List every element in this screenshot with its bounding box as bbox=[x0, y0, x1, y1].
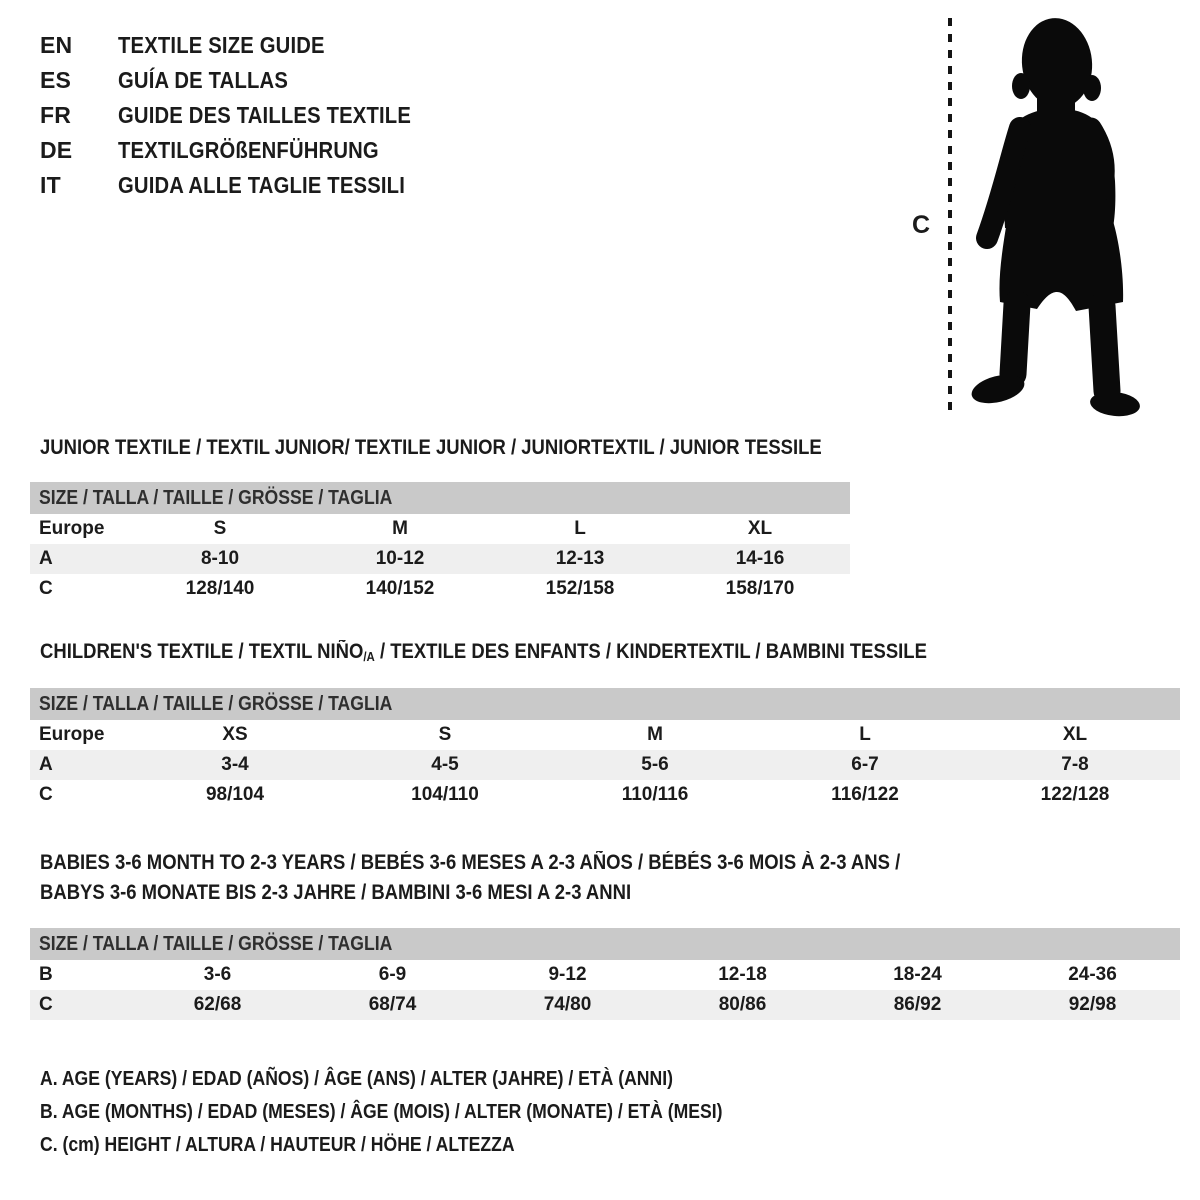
babies-section-title: BABIES 3-6 MONTH TO 2-3 YEARS / BEBÉS 3-6 MESES A 2-3 AÑOS / BÉBÉS 3-6 MOIS À 2-3 ANS / BABYS 3-6 MONATE BIS 2-3 JAHRE / BAMBINI 3-6 MESI A 2-3 ANNI bbox=[40, 851, 901, 904]
height-cell: 80/86 bbox=[718, 994, 767, 1015]
height-cell: 116/122 bbox=[831, 784, 899, 805]
height-cell: 68/74 bbox=[368, 994, 417, 1015]
row-label: Europe bbox=[39, 724, 105, 745]
guide-title-it: GUIDA ALLE TAGLIE TESSILI bbox=[118, 172, 406, 198]
guide-title-es: GUÍA DE TALLAS bbox=[118, 67, 289, 93]
language-code: IT bbox=[40, 172, 61, 198]
size-cell: M bbox=[647, 724, 663, 745]
children-size-header: SIZE / TALLA / TAILLE / GRÖSSE / TAGLIA bbox=[30, 688, 1180, 720]
age-cell: 3-4 bbox=[221, 754, 249, 775]
language-row-en bbox=[40, 28, 451, 63]
size-cell: XS bbox=[222, 724, 248, 745]
toddler-silhouette-icon bbox=[905, 14, 1140, 420]
age-cell: 8-10 bbox=[200, 548, 240, 569]
age-cell: 7-8 bbox=[1061, 754, 1089, 775]
row-label: A bbox=[39, 548, 53, 569]
junior-section-title: JUNIOR TEXTILE / TEXTIL JUNIOR/ TEXTILE JUNIOR / JUNIORTEXTIL / JUNIOR TESSILE bbox=[40, 436, 822, 459]
row-label: Europe bbox=[39, 518, 105, 539]
height-cell: 62/68 bbox=[193, 994, 242, 1015]
size-cell: XL bbox=[1062, 724, 1088, 745]
babies-size-header: SIZE / TALLA / TAILLE / GRÖSSE / TAGLIA bbox=[30, 928, 1180, 960]
measure-legend bbox=[40, 1068, 816, 1167]
height-cell: 140/152 bbox=[365, 578, 435, 599]
legend-line-a: A. AGE (YEARS) / EDAD (AÑOS) / ÂGE (ANS) / ALTER (JAHRE) / ETÀ (ANNI) bbox=[40, 1068, 673, 1090]
height-cell: 86/92 bbox=[893, 994, 942, 1015]
table-row bbox=[30, 574, 850, 604]
language-row-fr bbox=[40, 98, 451, 133]
age-cell: 6-9 bbox=[378, 964, 407, 985]
guide-title-fr: GUIDE DES TAILLES TEXTILE bbox=[118, 102, 412, 128]
age-cell: 12-18 bbox=[718, 964, 767, 985]
nino-a-subscript: /A bbox=[363, 649, 375, 664]
size-cell: M bbox=[392, 518, 408, 539]
language-code: EN bbox=[40, 32, 73, 58]
babies-size-table bbox=[30, 928, 1180, 1020]
size-cell: S bbox=[213, 518, 227, 539]
height-cell: 128/140 bbox=[185, 578, 255, 599]
height-cell: 92/98 bbox=[1068, 994, 1117, 1015]
age-cell: 24-36 bbox=[1068, 964, 1117, 985]
children-section-title: CHILDREN'S TEXTILE / TEXTIL NIÑO/A / TEXTILE DES ENFANTS / KINDERTEXTIL / BAMBINI TESSILE bbox=[40, 640, 927, 664]
height-cell: 152/158 bbox=[545, 578, 615, 599]
language-code: FR bbox=[40, 102, 72, 128]
legend-line-c: C. (cm) HEIGHT / ALTURA / HAUTEUR / HÖHE / ALTEZZA bbox=[40, 1134, 515, 1156]
language-row-de bbox=[40, 133, 451, 168]
height-cell: 158/170 bbox=[725, 578, 795, 599]
age-cell: 6-7 bbox=[851, 754, 879, 775]
guide-title-de: TEXTILGRÖßENFÜHRUNG bbox=[118, 137, 379, 163]
language-row-it bbox=[40, 168, 451, 203]
table-row bbox=[30, 514, 850, 544]
height-cell: 122/128 bbox=[1040, 784, 1110, 805]
size-cell: L bbox=[574, 518, 586, 539]
table-row bbox=[30, 990, 1180, 1020]
age-cell: 18-24 bbox=[893, 964, 942, 985]
height-cell: 104/110 bbox=[411, 784, 479, 805]
language-title-list bbox=[40, 28, 451, 203]
height-measure-label: C bbox=[912, 211, 931, 239]
table-row bbox=[30, 544, 850, 574]
age-cell: 12-13 bbox=[555, 548, 605, 569]
height-cell: 110/116 bbox=[621, 784, 689, 805]
size-cell: S bbox=[438, 724, 452, 745]
age-cell: 9-12 bbox=[548, 964, 587, 985]
row-label: B bbox=[39, 964, 53, 985]
age-cell: 5-6 bbox=[641, 754, 669, 775]
row-label: C bbox=[39, 784, 53, 805]
legend-line-b: B. AGE (MONTHS) / EDAD (MESES) / ÂGE (MOIS) / ALTER (MONATE) / ETÀ (MESI) bbox=[40, 1101, 723, 1123]
size-cell: XL bbox=[747, 518, 773, 539]
table-row bbox=[30, 960, 1180, 990]
row-label: C bbox=[39, 994, 53, 1015]
junior-size-header: SIZE / TALLA / TAILLE / GRÖSSE / TAGLIA bbox=[30, 482, 850, 514]
language-code: DE bbox=[40, 137, 73, 163]
age-cell: 10-12 bbox=[375, 548, 425, 569]
table-row bbox=[30, 780, 1180, 810]
row-label: C bbox=[39, 578, 53, 599]
language-code: ES bbox=[40, 67, 72, 93]
junior-size-table bbox=[30, 482, 850, 604]
guide-title-en: TEXTILE SIZE GUIDE bbox=[118, 32, 325, 58]
table-row bbox=[30, 720, 1180, 750]
height-cell: 98/104 bbox=[205, 784, 265, 805]
age-cell: 4-5 bbox=[431, 754, 459, 775]
size-cell: L bbox=[859, 724, 871, 745]
children-size-table bbox=[30, 688, 1180, 810]
age-cell: 14-16 bbox=[735, 548, 785, 569]
row-label: A bbox=[39, 754, 53, 775]
age-cell: 3-6 bbox=[203, 964, 232, 985]
height-cell: 74/80 bbox=[543, 994, 592, 1015]
language-row-es bbox=[40, 63, 451, 98]
table-row bbox=[30, 750, 1180, 780]
